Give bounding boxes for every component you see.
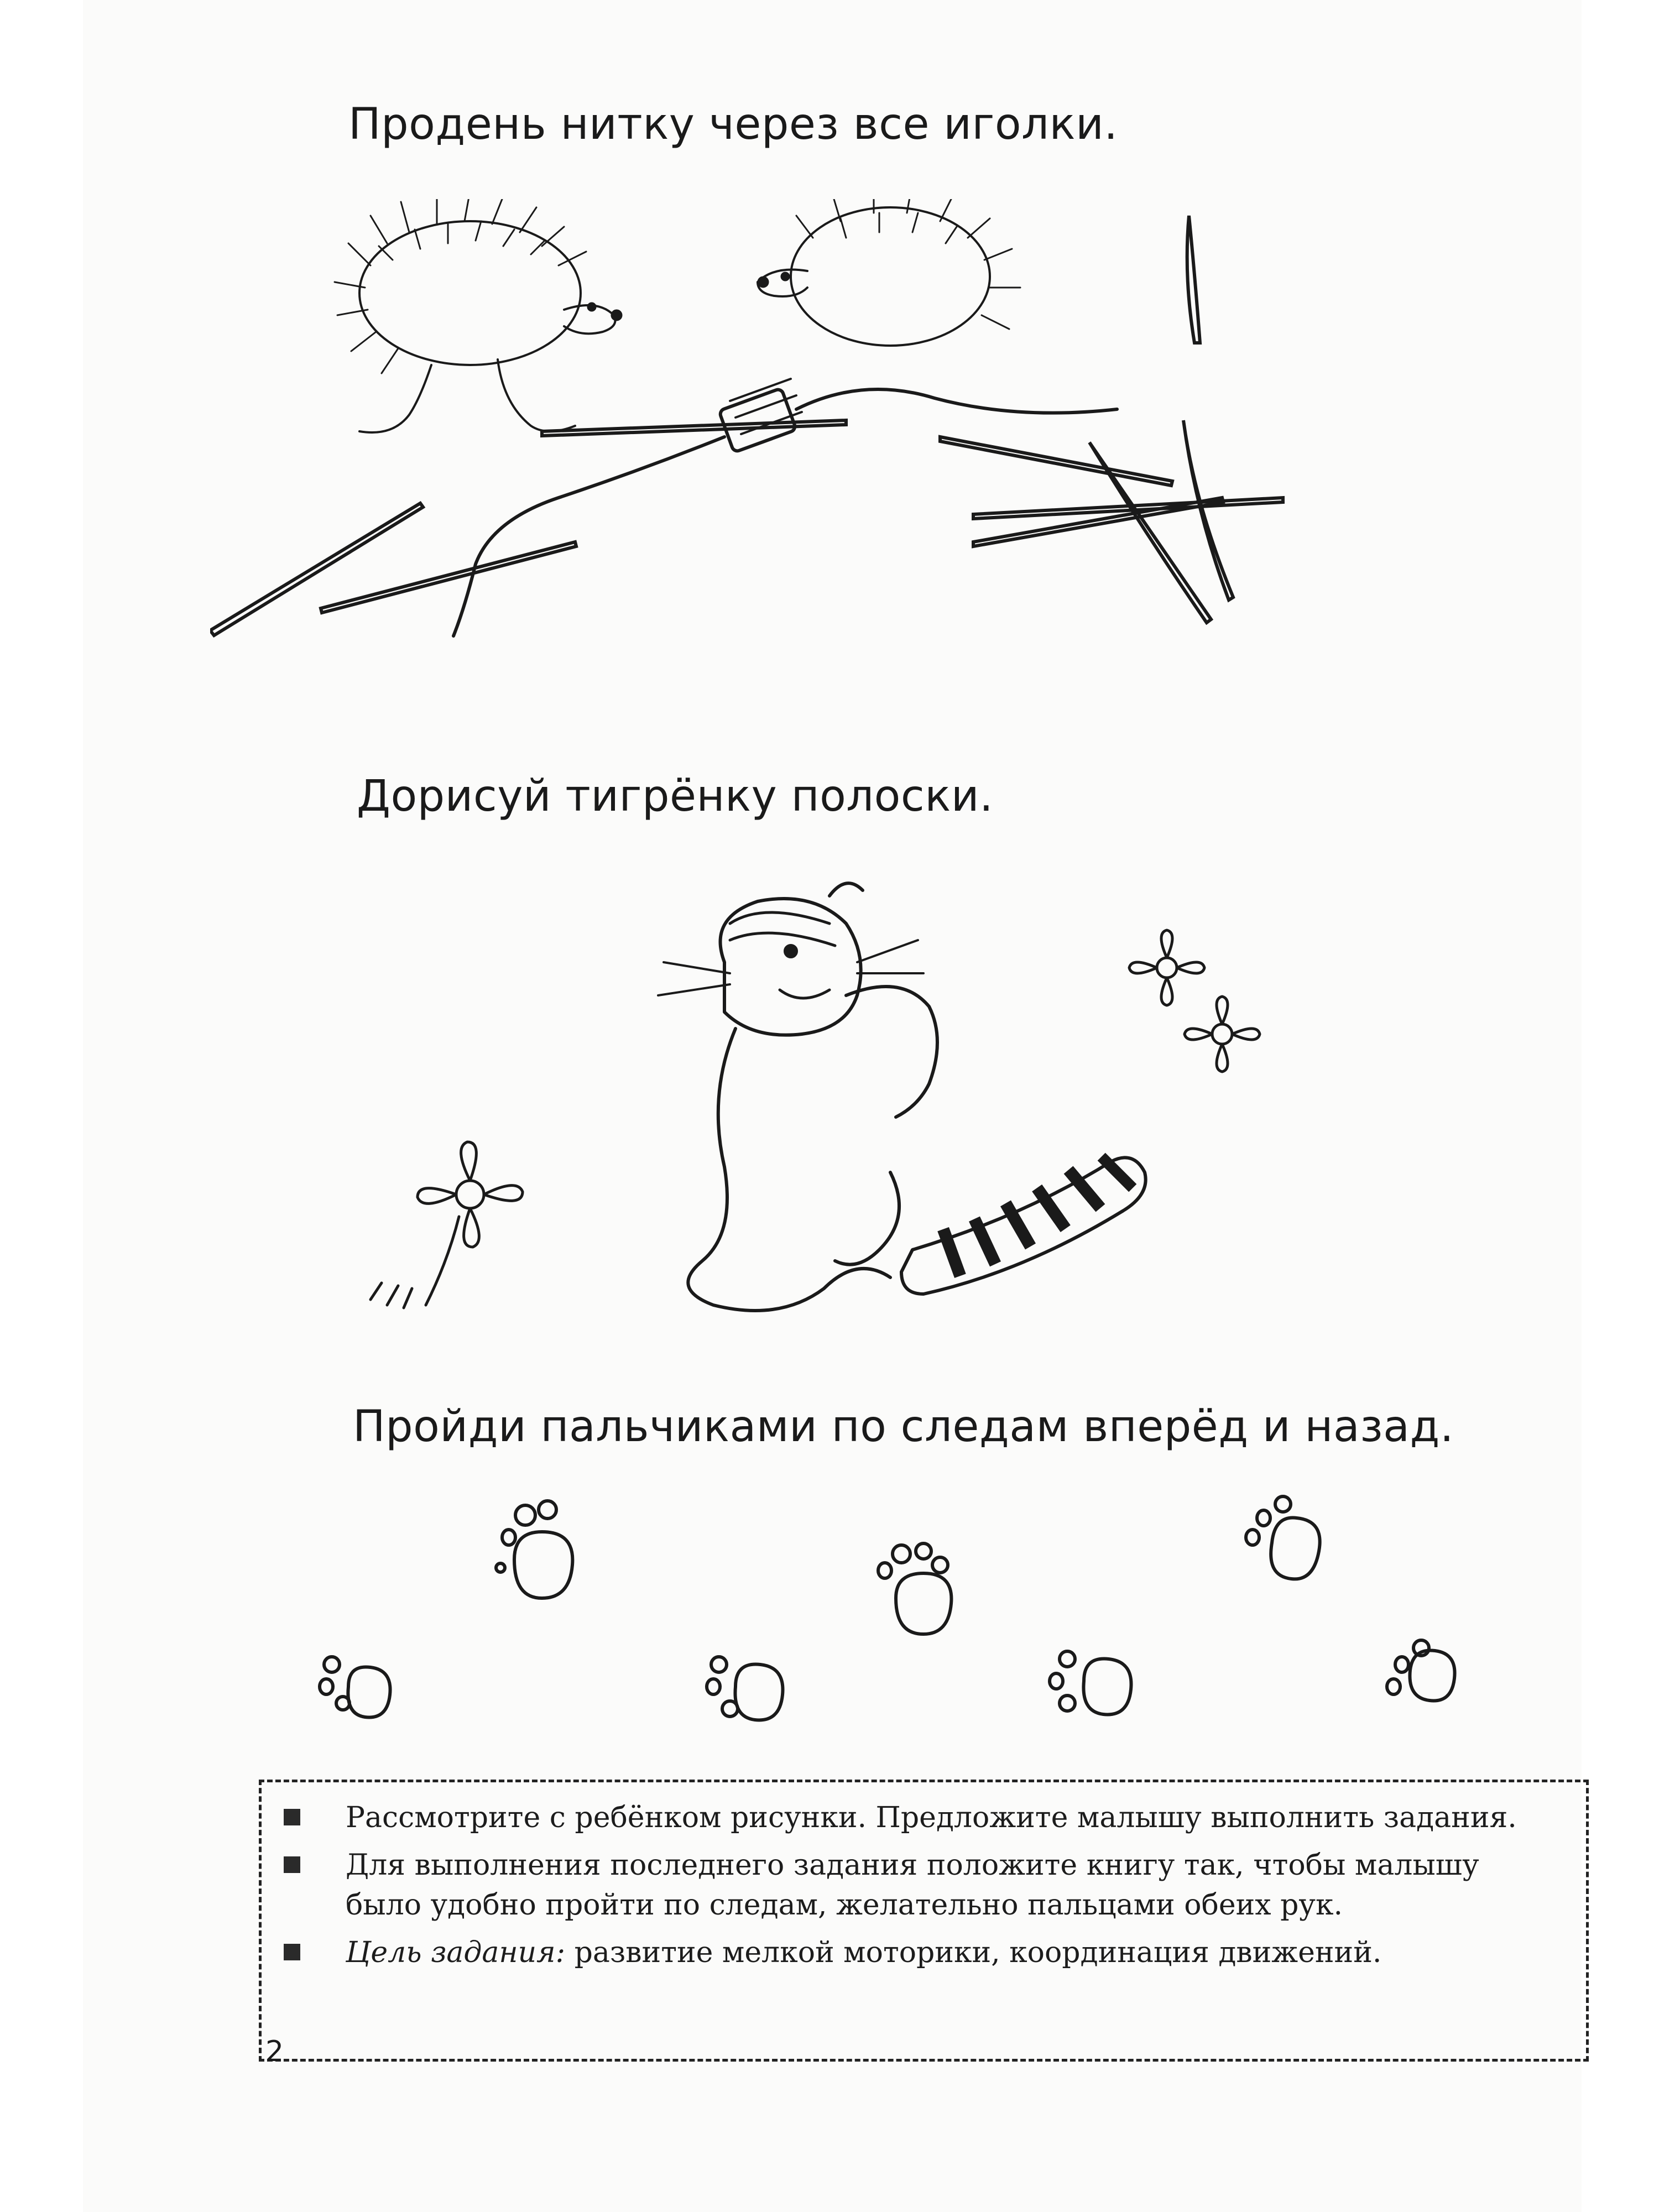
- goal-text: развитие мелкой моторики, координация движений.: [565, 1936, 1382, 1969]
- flower-left: [371, 1142, 523, 1308]
- square-bullet-icon: [284, 1856, 300, 1873]
- flower-right-top: [1129, 930, 1204, 1005]
- footprint: [1246, 1496, 1320, 1579]
- instruction-item: [284, 1798, 1564, 1838]
- task-title-tiger: Дорисуй тигрёнку полоски.: [357, 771, 994, 821]
- tiger-cub-illustration: [348, 863, 1344, 1360]
- hedgehog-right: [758, 199, 1020, 346]
- hedgehog-left: [335, 199, 621, 432]
- goal-label: Цель задания:: [346, 1936, 566, 1969]
- workbook-page: [83, 0, 1582, 2212]
- flower-right-bottom: [1185, 997, 1260, 1072]
- instruction-item: [284, 1845, 1564, 1925]
- hedgehogs-needles-illustration: [210, 199, 1316, 697]
- footprint: [878, 1543, 951, 1634]
- footprints-illustration: [249, 1482, 1465, 1759]
- footprint: [1050, 1651, 1131, 1714]
- square-bullet-icon: [284, 1809, 300, 1825]
- thread-spool: [719, 379, 802, 452]
- square-bullet-icon: [284, 1944, 300, 1960]
- footprint: [1387, 1640, 1455, 1701]
- task-title-thread: Продень нитку через все иголки.: [348, 100, 1118, 149]
- needles: [210, 216, 1283, 635]
- instructions-box: [259, 1780, 1589, 2062]
- task-title-footprints: Пройди пальчиками по следам вперёд и назад.: [353, 1402, 1454, 1452]
- instruction-text: Для выполнения последнего задания положите книгу так, чтобы малышу было удобно пройти по следам, желательно пальцами обеих рук.: [346, 1849, 1479, 1922]
- footprint: [496, 1501, 572, 1598]
- page-number: 2: [265, 2035, 284, 2068]
- instruction-item: [284, 1933, 1564, 1973]
- footprint: [320, 1657, 390, 1718]
- footprint: [707, 1657, 783, 1720]
- instruction-text: Рассмотрите с ребёнком рисунки. Предложите малышу выполнить задания.: [346, 1801, 1517, 1834]
